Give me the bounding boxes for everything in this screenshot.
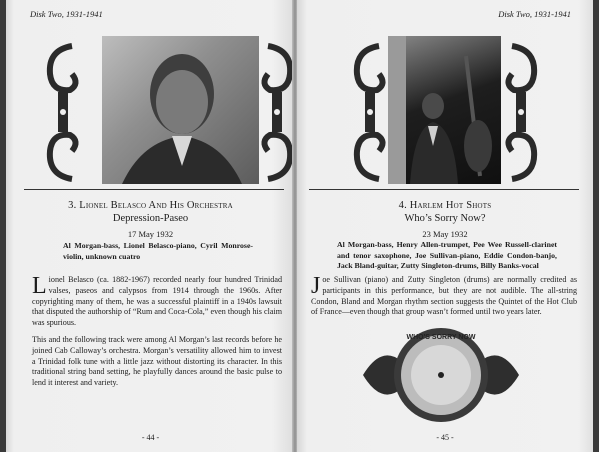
paragraph [32,275,282,329]
musician-photo [388,36,501,184]
record-label-text: WHO'S SORRY NOW [406,334,476,341]
running-head: Disk Two, 1931-1941 [30,9,103,19]
divider-rule [309,189,579,190]
right-page [297,0,593,452]
drop-cap: J [311,273,321,299]
portrait-photo [102,36,259,184]
divider-rule [24,189,284,190]
scroll-ornament-icon [349,40,389,185]
body-text [311,275,577,324]
scroll-ornament-icon [258,40,295,185]
paragraph-text: oe Sullivan (piano) and Zutty Singleton (drums) are normally credited as participants in this performance, but they are not audible. The all-string Condon, Bland and Morgan rhythm section suggests the Quintet of the Hot Club of France—even though that group wasn’t formed until two years later. [311,275,577,317]
left-page [6,0,295,452]
page-number: - 45 - [436,433,454,442]
track-title: 4. Harlem Hot Shots [398,200,492,211]
page-number: - 44 - [141,433,160,442]
personnel-list: Al Morgan-bass, Lionel Belasco-piano, Cyril Monrose-violin, unknown cuatro [63,241,253,261]
paragraph-text: ionel Belasco (ca. 1882-1967) recorded nearly four hundred Trinidad valses, paseos and calypsos from 1914 through the 1960s. After copyrighting many of them, he was a successful plaintiff in a 1940s lawsuit that disputed the authorship of “Rum and Coca-Cola,” even though his claim was spurious. [32,275,282,328]
scroll-ornament-icon [42,40,82,185]
track-date: 17 May 1932 [127,229,174,239]
track-date: 23 May 1932 [422,229,468,239]
track-subtitle: Depression-Paseo [112,213,189,224]
scroll-ornament-icon [502,40,542,185]
record-label-icon [361,325,521,425]
running-head: Disk Two, 1931-1941 [498,9,571,19]
personnel-list: Al Morgan-bass, Henry Allen-trumpet, Pee Wee Russell-clarinet and tenor saxophone, Joe Sullivan-piano, Eddie Condon-banjo, Jack Bland-guitar, Zutty Singleton-drums, Billy Banks-vocal [337,240,557,270]
body-text [32,275,282,395]
paragraph [311,275,577,318]
drop-cap: L [32,273,47,299]
track-subtitle: Who’s Sorry Now? [404,213,486,224]
track-title: 3. Lionel Belasco And His Orchestra [68,200,233,211]
paragraph: This and the following track were among Al Morgan’s last records before he joined Cab Calloway’s orchestra. Morgan’s versatility allowed him to invest a Trinidad folk tune with a little jazz without distorting its character. In this traditional string band setting, he playfully dances around the basic pulse to lend it interest and variety. [32,334,282,388]
